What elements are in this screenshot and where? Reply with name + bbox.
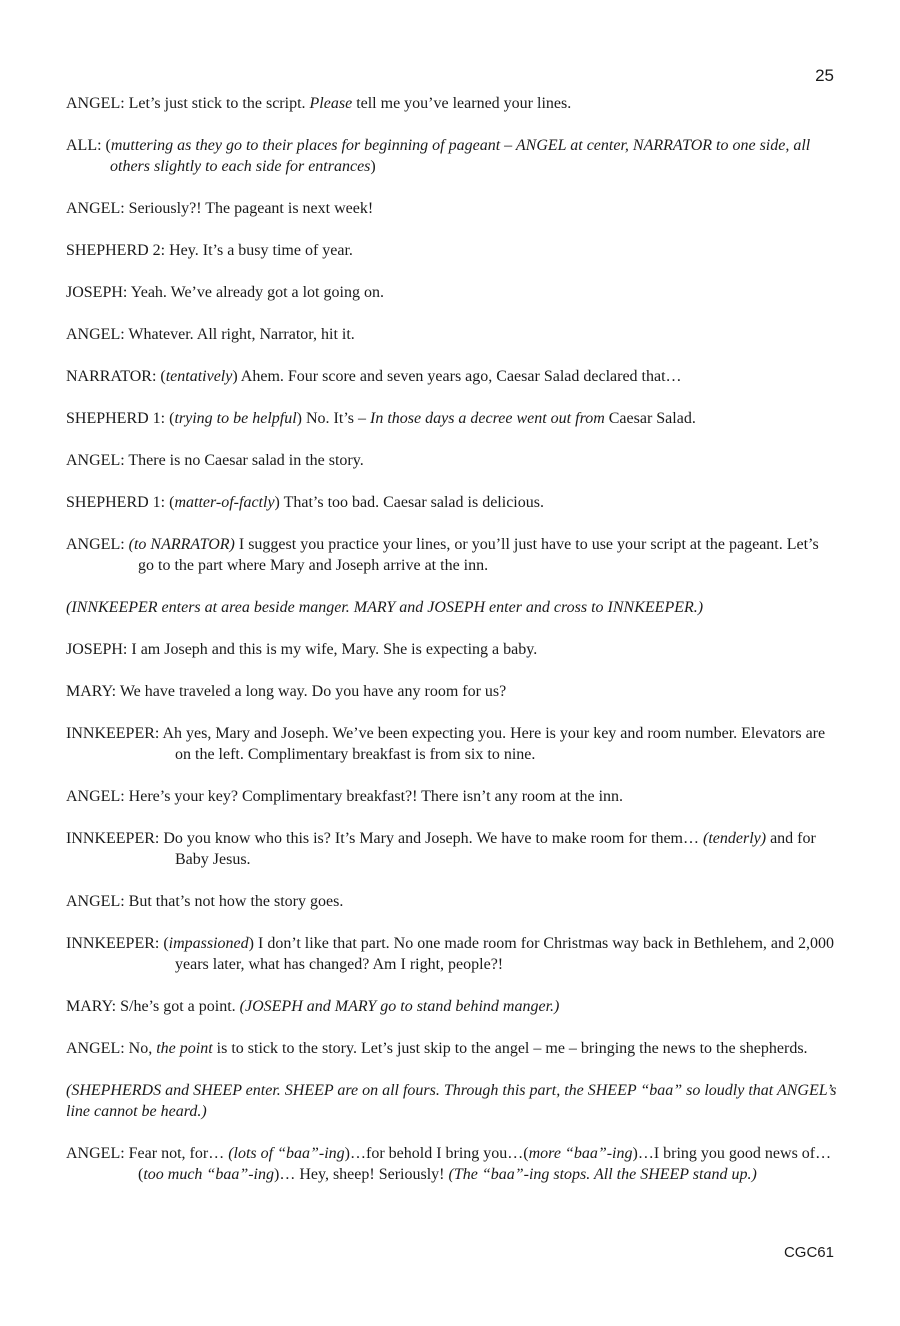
speaker-name: ANGEL: [66,326,125,343]
stage-direction [66,1080,838,1122]
line-text: Do you know who this is? It’s Mary and Joseph. We have to make room for them… [159,830,703,847]
line-text: S/he’s got a point. [116,998,240,1015]
dialogue-line [66,135,838,177]
speaker-name: MARY: [66,998,117,1015]
dialogue-line [66,786,838,807]
line-text: )…I bring you good news of…( [138,1145,832,1183]
line-text: Ah yes, Mary and Joseph. We’ve been expecting you. Here is your key and room number. Elevators are on the left. Complimentary breakfast is from six to nine. [159,725,826,763]
dialogue-line [66,240,838,261]
line-text: Let’s just stick to the script. [124,95,310,112]
line-text: ( [165,410,175,427]
line-text: )… Hey, sheep! Seriously! [274,1166,449,1183]
dialogue-line [66,408,838,429]
line-text: Fear not, for… [124,1145,229,1162]
speaker-name: INNKEEPER: [66,830,160,847]
italic-text: (JOSEPH and MARY go to stand behind manger.) [239,998,560,1015]
dialogue-line [66,681,838,702]
italic-text: tentatively [165,368,233,385]
italic-text: too much “baa”-ing [143,1166,274,1183]
line-text: We have traveled a long way. Do you have any room for us? [116,683,507,700]
speaker-name: ANGEL: [66,1145,125,1162]
speaker-name: JOSEPH: [66,641,128,658]
line-text: ) Ahem. Four score and seven years ago, Caesar Salad declared that… [232,368,682,385]
dialogue-line [66,1143,838,1185]
italic-text: (to NARRATOR) [128,536,235,553]
line-text: I suggest you practice your lines, or you’ll just have to use your script at the pageant. Let’s go to the part where Mary and Joseph arrive at the inn. [138,536,819,574]
dialogue-line [66,93,838,114]
italic-text: impassioned [168,935,249,952]
speaker-name: ANGEL: [66,788,125,805]
line-text: ) [370,158,376,175]
line-text: ( [101,137,111,154]
dialogue-line [66,828,838,870]
line-text: is to stick to the story. Let’s just skip to the angel – me – bringing the news to the shepherds. [212,1040,808,1057]
line-text: Hey. It’s a busy time of year. [165,242,353,259]
italic-text: (INNKEEPER enters at area beside manger. MARY and JOSEPH enter and cross to INNKEEPER.) [66,599,704,616]
line-text: Here’s your key? Complimentary breakfast?! There isn’t any room at the inn. [124,788,624,805]
speaker-name: SHEPHERD 1: [66,494,166,511]
speaker-name: JOSEPH: [66,284,128,301]
italic-text: matter-of-factly [174,494,275,511]
speaker-name: INNKEEPER: [66,725,160,742]
italic-text: (lots of “baa”-ing [228,1145,345,1162]
page-number: 25 [815,66,834,85]
speaker-name: ANGEL: [66,1040,125,1057]
speaker-name: ALL: [66,137,102,154]
dialogue-line [66,450,838,471]
line-text: Whatever. All right, Narrator, hit it. [124,326,355,343]
dialogue-line [66,198,838,219]
footer-code: CGC61 [783,1244,834,1261]
line-text: ( [165,494,175,511]
italic-text: more “baa”-ing [528,1145,633,1162]
speaker-name: ANGEL: [66,452,125,469]
dialogue-line [66,723,838,765]
dialogue-line [66,534,838,576]
italic-text: muttering as they go to their places for beginning of pageant – ANGEL at center, NARRATOR to one side, all others slightly to each side for entrances [110,137,811,175]
dialogue-line [66,996,838,1017]
speaker-name: ANGEL: [66,200,125,217]
line-text: ) I don’t like that part. No one made room for Christmas way back in Bethlehem, and 2,000 years later, what has changed? Am I right, people?! [175,935,834,973]
dialogue-line [66,366,838,387]
speaker-name: NARRATOR: [66,368,157,385]
dialogue-line [66,1038,838,1059]
line-text: There is no Caesar salad in the story. [124,452,364,469]
line-text: I am Joseph and this is my wife, Mary. She is expecting a baby. [127,641,538,658]
line-text: ) That’s too bad. Caesar salad is delicious. [274,494,544,511]
dialogue-line [66,891,838,912]
italic-text: In those days a decree went out from [369,410,605,427]
speaker-name: SHEPHERD 1: [66,410,166,427]
italic-text: (tenderly) [703,830,767,847]
italic-text: (The “baa”-ing stops. All the SHEEP stand up.) [448,1166,757,1183]
speaker-name: ANGEL: [66,893,125,910]
line-text: But that’s not how the story goes. [124,893,344,910]
italic-text: trying to be helpful [174,410,297,427]
line-text: Seriously?! The pageant is next week! [124,200,374,217]
line-text: ) No. It’s – [296,410,370,427]
stage-direction [66,597,838,618]
line-text: Caesar Salad. [604,410,696,427]
line-text: )…for behold I bring you…( [344,1145,529,1162]
line-text: No, [124,1040,157,1057]
dialogue-line [66,492,838,513]
line-text: Yeah. We’ve already got a lot going on. [127,284,384,301]
line-text: tell me you’ve learned your lines. [352,95,572,112]
dialogue-line [66,933,838,975]
speaker-name: INNKEEPER: [66,935,160,952]
speaker-name: MARY: [66,683,117,700]
dialogue-line [66,324,838,345]
dialogue-line [66,282,838,303]
italic-text: Please [309,95,353,112]
speaker-name: SHEPHERD 2: [66,242,166,259]
script-body [66,93,838,1206]
line-text: and for Baby Jesus. [175,830,816,868]
speaker-name: ANGEL: [66,536,125,553]
line-text: ( [156,368,166,385]
speaker-name: ANGEL: [66,95,125,112]
italic-text: the point [156,1040,213,1057]
italic-text: (SHEPHERDS and SHEEP enter. SHEEP are on all fours. Through this part, the SHEEP “baa” so loudly that ANGEL’s line cannot be heard.) [66,1082,837,1120]
line-text: ( [159,935,169,952]
dialogue-line [66,639,838,660]
